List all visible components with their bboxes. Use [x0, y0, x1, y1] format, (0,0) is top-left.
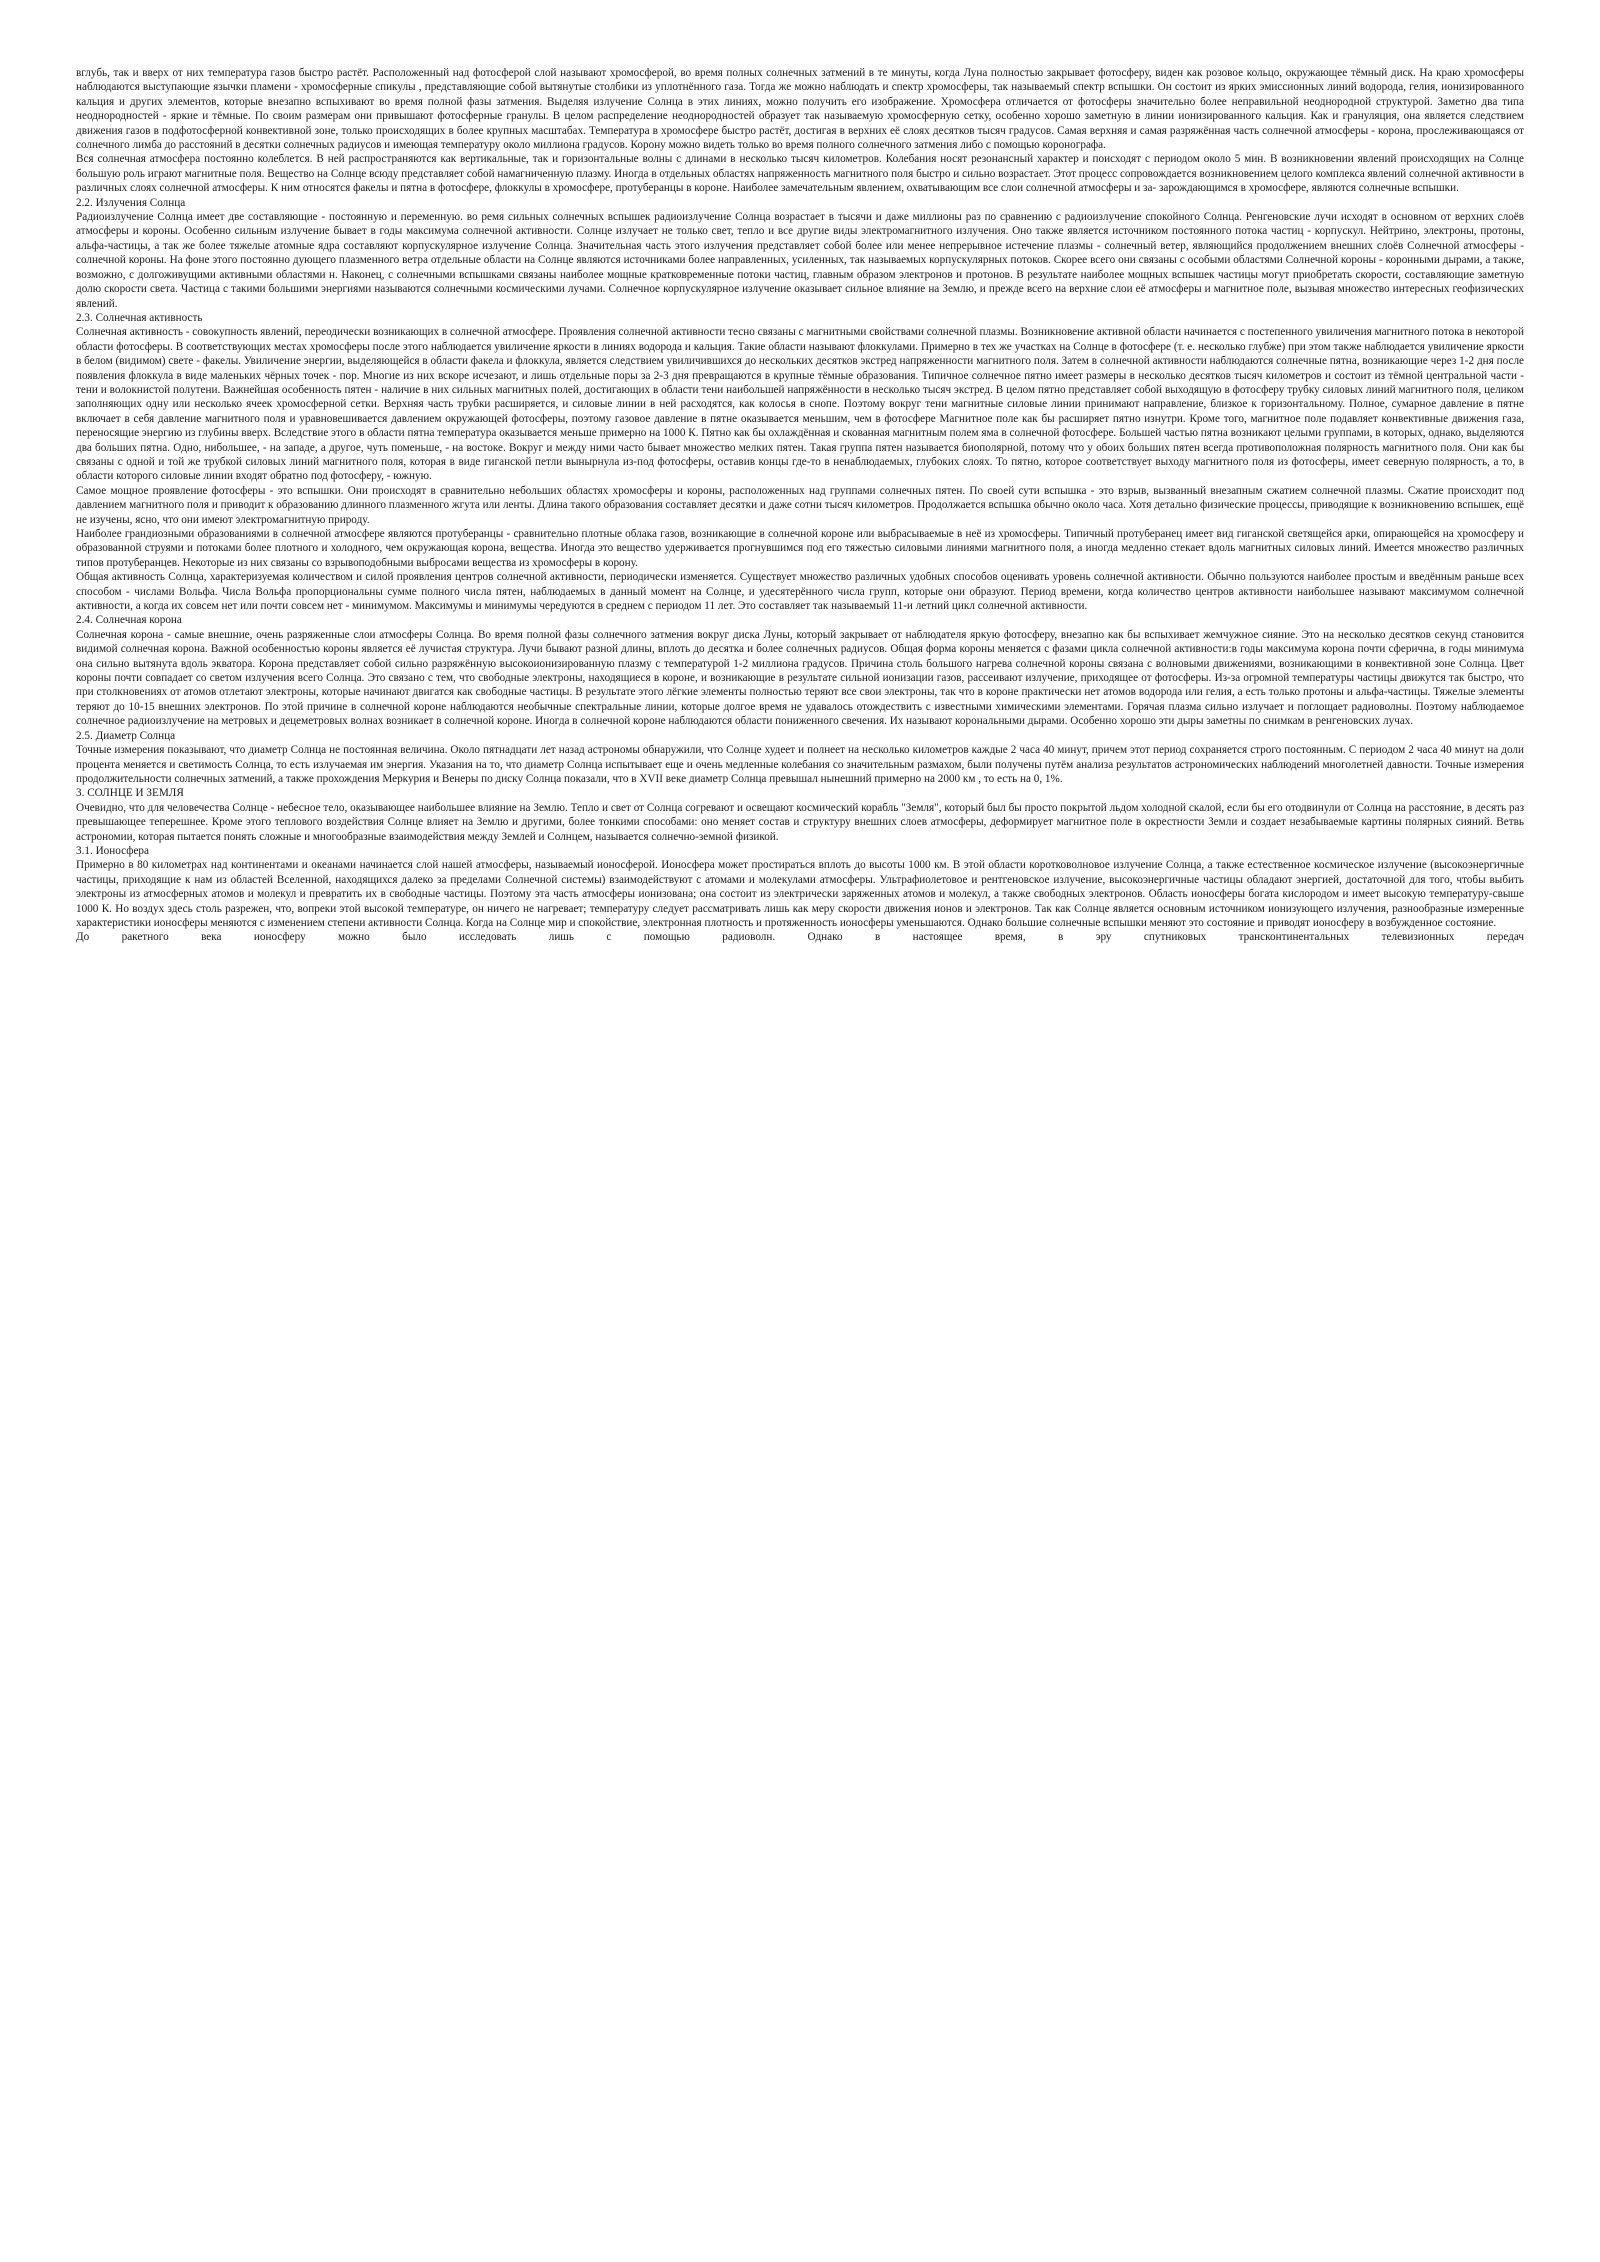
paragraph-solar-activity: Солнечная активность - совокупность явлений, переодически возникающих в солнечной атмосфере. Проявления солнечной активности тесно связаны с магнитными свойствами солнечной плазмы. Возникновение активной области начинается с постепенного увиличения магнитного потока в некоторой области фотосферы. В соответствующих местах хромосферы после этого наблюдается увиличение яркости в линиях водорода и кальция. Такие области называют флоккулами. Примерно в тех же участках на Солнце в фотосфере (т. е. несколько глубже) при этом также наблюдается увиличение яркости в белом (видимом) свете - факелы. Увиличение энергии, выделяющейся в области факела и флоккула, является следствием увиличившихся до нескольких десятков экстред напряженности магнитного поля. Затем в солнечной активности наблюдаются солнечные пятна, возникающие через 1-2 дня после появления флоккула в виде маленьких чёрных точек - пор. Многие из них вскоре исчезают, и лишь отдельные поры за 2-3 дня превращаются в крупные тёмные образования. Типичное солнечное пятно имеет размеры в несколько десятков тысяч километров и состоит из тёмной центральной части - тени и волокнистой полутени. Важнейшая особенность пятен - наличие в них сильных магнитных полей, достигающих в области тени наибольшей напряжённости в несколько тысяч экстред. В целом пятно представляет собой выходящую в фотосферу трубку силовых линий магнитного поля, целиком заполняющих одну или несколько ячеек хромосферной сетки. Верхняя часть трубки расширяется, и силовые линии в ней расходятся, как колосья в снопе. Поэтому вокруг тени магнитные силовые линии принимают направление, близкое к горизонтальному. Полное, сумарное давление в пятне включает в себя давление магнитного поля и уравновешивается давлением окружающей фотосферы, поэтому газовое давление в пятне оказывается меньшим, чем в фотосфере Магнитное поле как бы расширяет пятно изнутри. Кроме того, магнитное поле подавляет конвективные движения газа, переносящие энергию из глубины вверх. Вследствие этого в области пятна температура оказывается меньше примерно на 1000 К. Пятно как бы охлаждённая и скованная магнитным полем яма в солнечной фотосфере. Большей частью пятна возникают целыми группами, в которых, однако, выделяются два больших пятна. Одно, нибольшее, - на западе, а другое, чуть поменьше, - на востоке. Вокруг и между ними часто бывает множество мелких пятен. Такая группа пятен называется биополярной, потому что у обоих больших пятен всегда противоположная полярность магнитного поля. Они как бы связаны с одной и той же трубкой силовых линий магнитного поля, которая в виде гиганской петли вынырнула из-под фотосферы, оставив концы где-то в ненаблюдаемых, глубоких слоях. То пятно, которое соответствует выходу магнитного поля из фотосферы, имеет северную полярность, а то, в области которого силовые линии входят обратно под фотосферу, - южную. — [76, 326, 1524, 483]
paragraph-ionosphere: Примерно в 80 километрах над континентами и океанами начинается слой нашей атмосферы, называемый ионосферой. Ионосфера может простираться вплоть до высоты 1000 км. В этой области коротковолновое излучение Солнца, а также естественное космическое излучение (высокоэнергичные частицы, приходящие к нам из областей Вселенной, находящихся далеко за пределами Солнечной системы) взаимодействуют с атомами и молекулами атмосферы. Ультрафиолетовое и рентгеновское излучение, высокоэнергичные частицы обладают энергией, достаточной для того, чтобы выбить электроны из атмосферных атомов и молекул и превратить их в свободные частицы. Поэтому эта часть атмосферы ионизована; она состоит из электрически заряженных атомов и молекул, а также свободных электронов. Область ионосферы богата кислородом и имеет высокую температуру-свыше 1000 К. Но воздух здесь столь разрежен, что, вопреки этой высокой температуре, он ничего не нагревает; температуру следует рассматривать лишь как меру скорости движения ионов и электронов. Так как Солнце является основным источником ионизующего излучения, разнообразные измеренные характеристики ионосферы меняются с изменением степени активности Солнца. Когда на Солнце мир и спокойствие, электронная плотность и протяженность ионосферы уменьшаются. Однако большие солнечные вспышки меняют это состояние и приводят ионосферу в возбужденное состояние. — [76, 859, 1524, 929]
paragraph-activity-cycle: Общая активность Солнца, характеризуемая количеством и силой проявления центров солнечной активности, периодически изменяется. Существует множество различных удобных способов оценивать уровень солнечной активности. Обычно пользуются наиболее простым и введённым раньше всех способом - числами Вольфа. Числа Вольфа пропорциональны сумме полного числа пятен, наблюдаемых в данный момент на Солнце, и удесятерённого числа групп, которые они образуют. Период времени, когда количество центров активности наибольшее называют максимумом солнечной активности, а когда их совсем нет или почти совсем нет - минимумом. Максимумы и минимумы чередуются в среднем с периодом 11 лет. Это составляет так называемый 11-и летний цикл солнечной активности. — [76, 571, 1524, 613]
heading-2-4: 2.4. Солнечная корона — [76, 614, 182, 627]
paragraph-radiation: Радиоизлучение Солнца имеет две составляющие - постоянную и переменную. во ремя сильных солнечных вспышек радиоизлучение Солнца возрастает в тысячи и даже миллионы раз по сравнению с радиоизлучение спокойного Солнца. Ренгеновские лучи исходят в основном от верхних слоёв атмосферы и короны. Особенно сильным излучение бывает в годы максимума солнечной активности. Солнце излучает не только свет, тепло и все другие виды электромагнитного излучения. Оно также является источником постоянного потока частиц - корпускул. Нейтрино, электроны, протоны, альфа-частицы, а так же более тяжелые атомные ядра составляют корпускулярное излучение Солнца. Значительная часть этого излучения представляет собой более или менее непрерывное истечение плазмы - солнечный ветер, являющийся продолжением внешних слоёв Солнечной атмосферы - солнечной короны. На фоне этого постоянно дующего плазменного ветра отдельные области на Солнце являются источниками более направленных, усиленных, так называемых корпускулярных потоков. Скорее всего они связаны с особыми областями Солнечной короны - коронными дырами, а также, возможно, с долгоживущими активными областями н. Наконец, с солнечными вспышками связаны наиболее мощные кратковременные потоки частиц, главным образом электронов и протонов. В результате наиболее мощных вспышек частицы могут приобретать скорости, составляющие заметную долю скорости света. Частица с такими большими энергиями называются солнечными космическими лучами. Солнечное корпускулярное излучение оказывает сильное влияние на Землю, и прежде всего на верхние слои её атмосферы и магнитное поле, вызывая множество интересных геофизических явлений. — [76, 211, 1524, 310]
paragraph-prominences: Наиболее грандиозными образованиями в солнечной атмосфере являются протуберанцы - сравнительно плотные облака газов, возникающие в солнечной короне или выбрасываемые в неё из хромосферы. Типичный протуберанец имеет вид гиганской светящейся арки, опирающейся на хромосферу и образованной струями и потоками более плотного и холодного, чем окружающая корона, вещества. Иногда это вещество удерживается прогнувшимся под его тяжестью силовыми линиями магнитного поля, а иногда медленно стекает вдоль магнитных силовых линий. Имеется множество различных типов протуберанцев. Некоторые из них связаны со взрывоподобными выбросами вещества из хромосферы в корону. — [76, 528, 1524, 569]
heading-2-3: 2.3. Солнечная активность — [76, 311, 203, 324]
heading-2-5: 2.5. Диаметр Солнца — [76, 729, 176, 742]
paragraph-oscillations: Вся солнечная атмосфера постоянно колеблется. В ней распространяются как вертикальные, так и горизонтальные волны с длинами в несколько тысяч километров. Колебания носят резонансный характер и поисходят с периодом около 5 мин. В возникновении явлений происходящих на Солнце большую роль играют магнитные поля. Вещество на Солнце всюду представляет собой намагниченную плазму. Иногда в отдельных областях напряженность магнитного поля быстро и сильно возрастает. Этот процесс сопровождается возникновением целого комплекса явлений солнечной активности в различных слоях солнечной атмосферы. К ним относятся факелы и пятна в фотосфере, флоккулы в хромосфере, протуберанцы в короне. Наиболее замечательным явлением, охватывающим все слои солнечной атмосферы и за- зарождающимся в хромосфере, являются солнечные вспышки. — [76, 153, 1524, 195]
paragraph-diameter: Точные измерения показывают, что диаметр Солнца не постоянная величина. Около пятнадцати лет назад астрономы обнаружили, что Солнце худеет и полнеет на несколько километров каждые 2 часа 40 минут, причем этот период сохраняется строго постоянным. С периодом 2 часа 40 минут на доли процента меняется и светимость Солнца, то есть излучаемая им энергия. Указания на то, что диаметр Солнца испытывает еще и очень медленные колебания со значительным размахом, были получены путём анализа результатов астрономических наблюдений многолетней давности. Точные измерения продолжительности солнечных затмений, а также прохождения Меркурия и Венеры по диску Солнца показали, что в XVII веке диаметр Солнца превышал нынешний примерно на 2000 км , то есть на 0, 1%. — [76, 744, 1524, 785]
paragraph-sun-earth: Очевидно, что для человечества Солнце - небесное тело, оказывающее наибольшее влияние на Землю. Тепло и свет от Солнца согревают и освещают космический корабль "Земля", который был бы просто покрытой льдом холодной скалой, если бы его отодвинули от Солнца на расстояние, в десять раз превышающее теперешнее. Кроме этого теплового воздействия Солнце влияет на Землю и другими, более тонкими способами: оно меняет состав и структуру внешних слоев атмосферы, деформирует магнитное поле в окрестности Земли и создает незабываемые картины полярных сияний. Ветвь астрономии, которая пытается понять сложные и многообразные взаимодействия между Землей и Солнцем, называется солнечно-земной физикой. — [76, 801, 1524, 843]
paragraph-chromosphere: вглубь, так и вверх от них температура газов быстро растёт. Расположенный над фотосферой слой называют хромосферой, во время полных солнечных затмений в те минуты, когда Луна полностью закрывает фотосферу, виден как розовое кольцо, окружающее тёмный диск. На краю хромосферы наблюдаются выступающие язычки пламени - хромосферные спикулы , представляющие собой вытянутые столбики из уплотнённого газа. Тогда же можно наблюдать и спектр хромосферы, так называемый спектр вспышки. Он состоит из ярких эмиссионных линий водорода, гелия, ионизированного кальция и других элементов, которые внезапно вспыхивают во время полной фазы затмения. Выделяя излучение Солнца в этих линиях, можно получить его изображение. Хромосфера отличается от фотосферы значительно более неправильной неоднородной структурой. Заметно два типа неоднородностей - яркие и тёмные. По своим размерам они привышают фотосферные гранулы. В целом распределение неоднородностей образует так называемую хромосферную сетку, особенно хорошо заметную в линии ионизированного кальция. Как и грануляция, она является следствием движения газов в подфотосферной конвективной зоне, только происходящих в более крупных масштабах. Температура в хромосфере быстро растёт, достигая в верхних её слоях десятков тысяч градусов. Самая верхняя и самая разряжённая часть солнечной атмосферы - корона, прослеживающаяся от солнечного лимба до расстояний в десятки солнечных радиусов и имеющая температуру около миллиона градусов. Корону можно видеть только во время полного солнечного затмения либо с помощью коронографа. — [76, 67, 1524, 152]
paragraph-flares: Самое мощное проявление фотосферы - это вспышки. Они происходят в сравнительно небольших областях хромосферы и короны, расположенных над группами солнечных пятен. По своей сути вспышка - это взрыв, вызванный внезапным сжатием солнечной плазмы. Сжатие происходит под давлением магнитного поля и приводит к образованию длинного плазменного жгута или ленты. Длина такого образования составляет десятки и даже сотни тысяч километров. Продолжается вспышка обычно около часа. Хотя детально физические процессы, приводящие к возникновению вспышек, ещё не изучены, ясно, что они имеют электромагнитную природу. — [76, 484, 1524, 526]
paragraph-rocket-age: До ракетного века ионосферу можно было исследовать лишь с помощью радиоволн. Однако в настоящее время, в эру спутниковых трансконтинентальных телевизионных передач — [76, 931, 1524, 944]
heading-2-2: 2.2. Излучения Солнца — [76, 196, 186, 209]
heading-3-1: 3.1. Ионосфера — [76, 844, 149, 857]
heading-3: 3. СОЛНЦЕ И ЗЕМЛЯ — [76, 787, 184, 800]
paragraph-corona: Солнечная корона - самые внешние, очень разряженные слои атмосферы Солнца. Во время полной фазы солнечного затмения вокруг диска Луны, который закрывает от наблюдателя яркую фотосферу, внезапно как бы вспыхивает жемчужное сияние. Это на несколько десятков секунд становится видимой солнечная корона. Важной особенностью короны является её лучистая структура. Лучи бывают разной длины, вплоть до десятка и более солнечных радиусов. Общая форма короны меняется с фазами цикла солнечной активности:в годы максимума корона почти сферична, в годы минимума она сильно вытянута вдоль экватора. Корона представляет собой сильно разряжённую высокоионизированную плазму с температурой 1-2 миллиона градусов. Причина столь большого нагрева солнечной короны связана с волновыми движениями, возникающими в конвективной зоне Солнца. Цвет короны почти совпадает со светом излучения всего Солнца. Это связано с тем, что свободные электроны, находящиеся в короне, и возникающие в результате сильной ионизации газов, рассеивают излучение, приходящее от фотосферы. Из-за огромной температуры частицы движутся так быстро, что при столкновениях от атомов отлетают электроны, которые начинают двигатся как свободные частицы. В результате этого лёгкие элементы полностью теряют все свои электроны, так что в короне практически нет атомов водорода или гелия, а есть только протоны и альфа-частицы. Тяжелые элементы теряют до 10-15 внешних электронов. По этой причине в солнечной короне наблюдаются необычные спектральные линии, которые долгое время не удавалось отождествить с известными химическими элементами. Горячая плазма сильно излучает и поглощает радиоволны. Поэтому наблюдаемое солнечное радиоизлучение на метровых и децеметровых волнах возникает в солнечной короне. Иногда в солнечной короне наблюдаются области пониженного свечения. Их называют корональными дырами. Особенно хорошо эти дыры заметны по снимкам в ренгеновских лучах. — [76, 628, 1524, 728]
